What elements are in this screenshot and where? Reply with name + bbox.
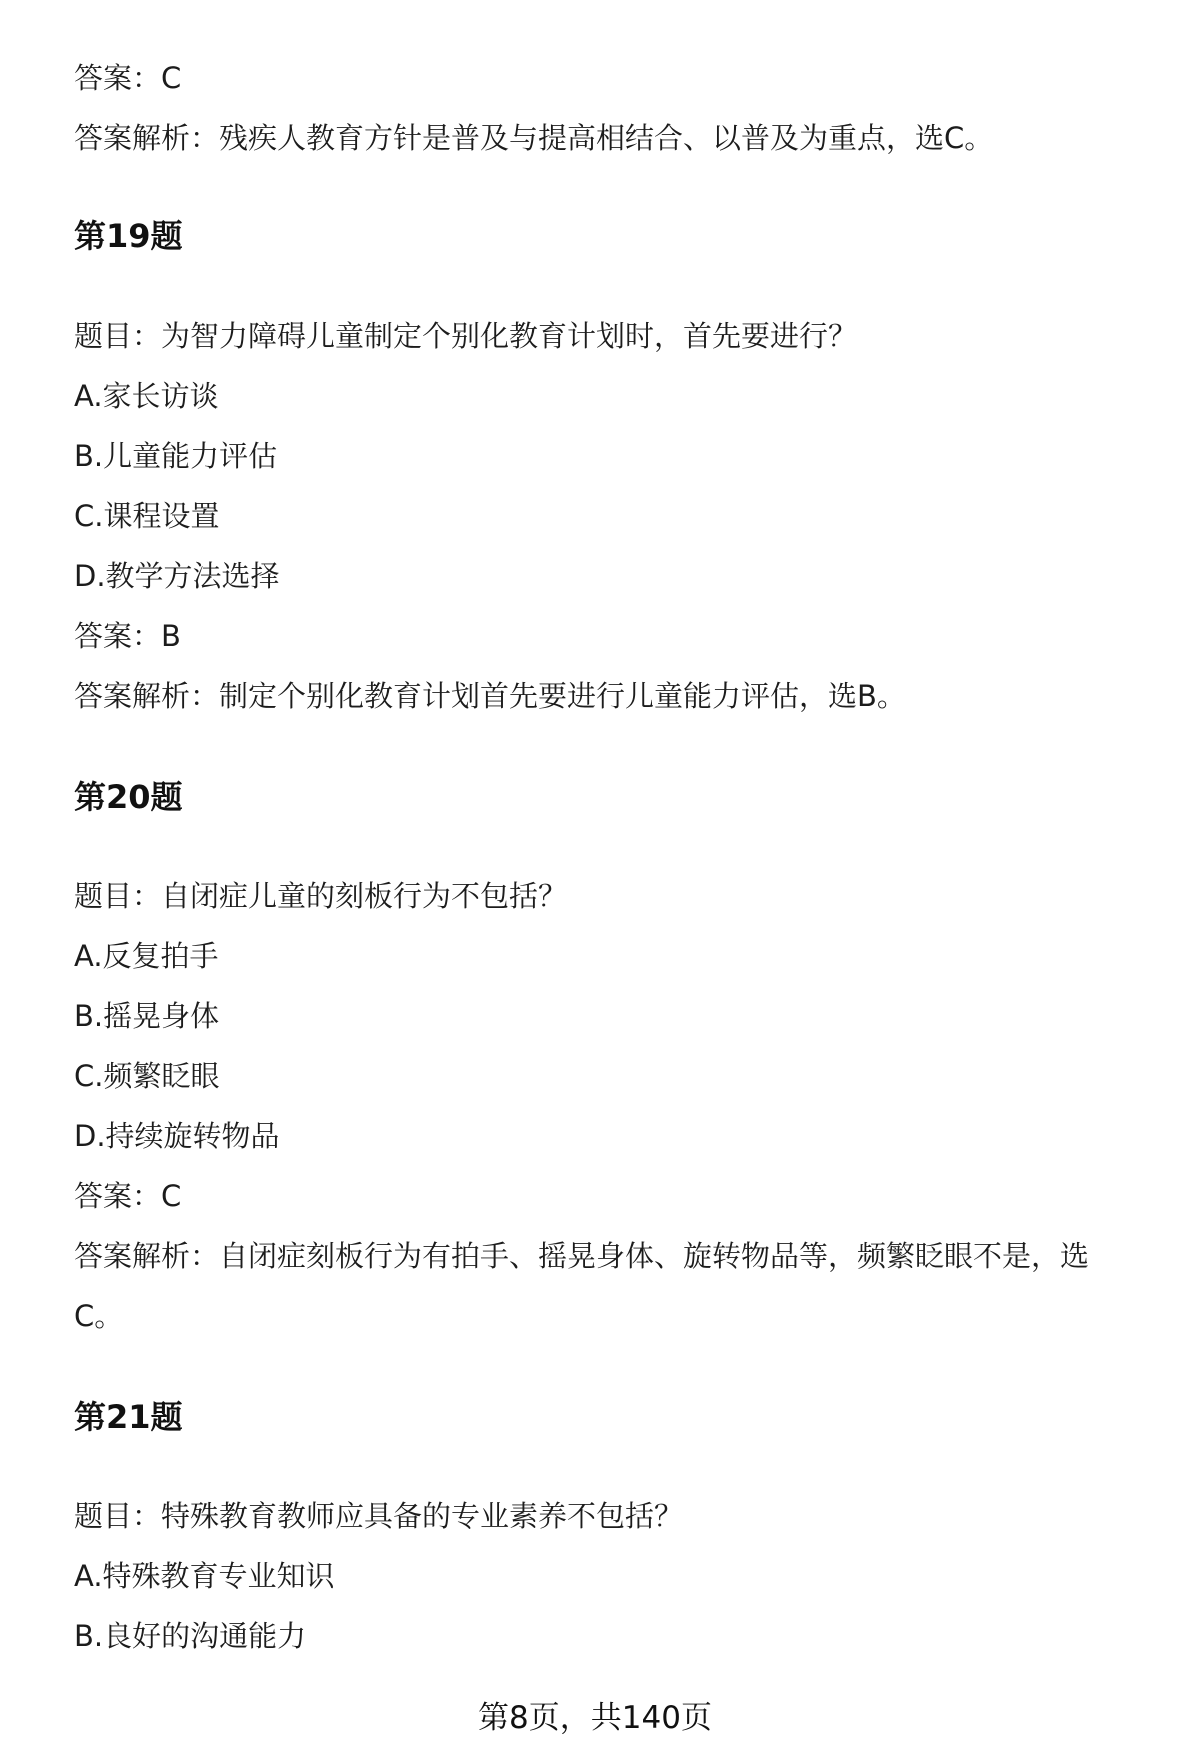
option-a: A.反复拍手 bbox=[74, 939, 219, 973]
explanation-text-continued: C。 bbox=[74, 1299, 124, 1333]
answer-text: 答案：C bbox=[74, 1179, 182, 1213]
option-c: C.课程设置 bbox=[74, 499, 220, 533]
option-b: B.良好的沟通能力 bbox=[74, 1619, 307, 1653]
question-heading: 第20题 bbox=[74, 778, 183, 816]
option-b: B.摇晃身体 bbox=[74, 999, 220, 1033]
answer-text: 答案：C bbox=[74, 61, 182, 95]
option-d: D.教学方法选择 bbox=[74, 559, 280, 593]
question-heading: 第19题 bbox=[74, 217, 183, 255]
page-number-footer: 第8页，共140页 bbox=[478, 1700, 712, 1736]
question-stem: 题目：为智力障碍儿童制定个别化教育计划时，首先要进行？ bbox=[74, 319, 858, 353]
question-stem: 题目：自闭症儿童的刻板行为不包括？ bbox=[74, 879, 568, 913]
explanation-text: 答案解析：自闭症刻板行为有拍手、摇晃身体、旋转物品等，频繁眨眼不是，选 bbox=[74, 1239, 1090, 1273]
option-b: B.儿童能力评估 bbox=[74, 439, 278, 473]
explanation-text: 答案解析：残疾人教育方针是普及与提高相结合、以普及为重点，选C。 bbox=[74, 121, 994, 155]
explanation-text: 答案解析：制定个别化教育计划首先要进行儿童能力评估，选B。 bbox=[74, 679, 906, 713]
question-heading: 第21题 bbox=[74, 1398, 183, 1436]
option-a: A.家长访谈 bbox=[74, 379, 219, 413]
answer-text: 答案：B bbox=[74, 619, 181, 653]
option-c: C.频繁眨眼 bbox=[74, 1059, 220, 1093]
question-stem: 题目：特殊教育教师应具备的专业素养不包括？ bbox=[74, 1499, 684, 1533]
option-d: D.持续旋转物品 bbox=[74, 1119, 280, 1153]
option-a: A.特殊教育专业知识 bbox=[74, 1559, 335, 1593]
